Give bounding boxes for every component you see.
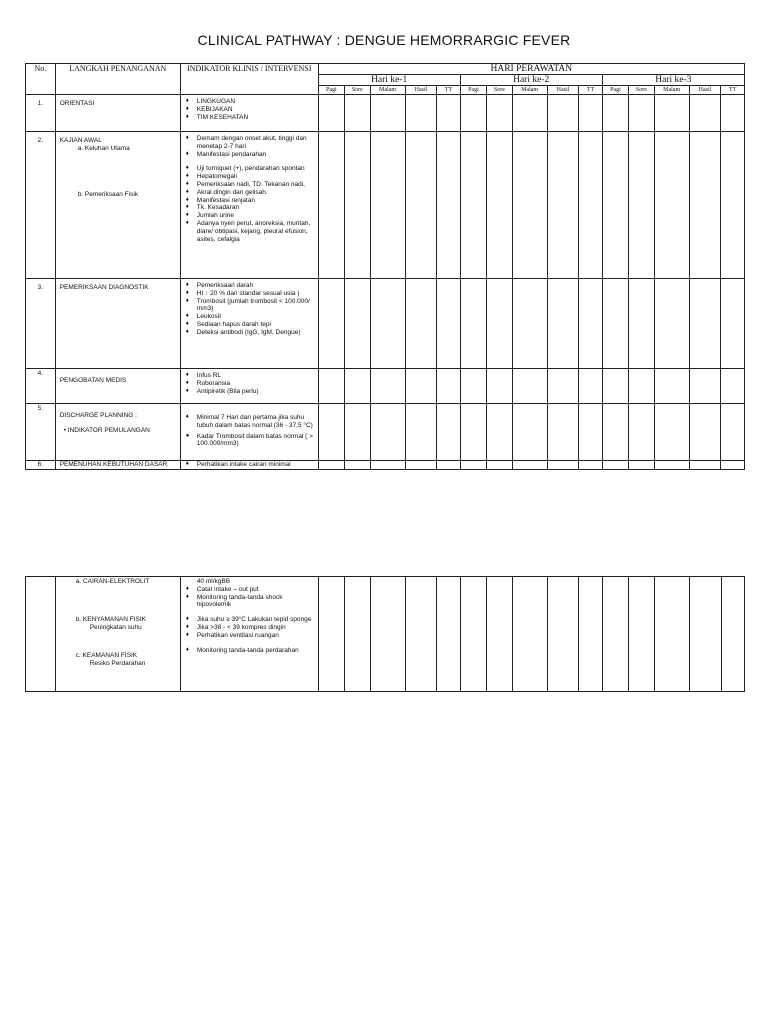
- checklist-cell[interactable]: [460, 404, 487, 461]
- list-item: ♦ Pemeriksaan nadi, TD. Tekanan nadi,: [185, 181, 318, 189]
- row-number: 3.: [26, 279, 56, 369]
- checklist-cell[interactable]: [689, 404, 721, 461]
- checklist-cell[interactable]: [460, 461, 487, 470]
- list-item: ♦ Perhatikan intake cairan minimal: [185, 461, 318, 469]
- checklist-cell[interactable]: [345, 461, 370, 470]
- list-item: ♦ Tk. Kesadaran: [185, 204, 318, 212]
- list-item: ♦ KEBIJAKAN: [185, 106, 318, 114]
- checklist-cell[interactable]: [654, 95, 689, 132]
- list-item: ♦ Hepatomegali: [185, 173, 318, 181]
- checklist-cell[interactable]: [602, 404, 629, 461]
- checklist-cell[interactable]: [487, 95, 512, 132]
- checklist-cell[interactable]: [547, 95, 579, 132]
- checklist-cell[interactable]: [370, 95, 405, 132]
- sub-item-c-detail: Resiko Perdarahan: [89, 660, 146, 668]
- checklist-cell[interactable]: [629, 577, 654, 692]
- indicator-list: [180, 461, 318, 470]
- checklist-cell[interactable]: [579, 369, 602, 404]
- checklist-cell[interactable]: [460, 95, 487, 132]
- sub-item-c: c. KEAMANAN FISIK: [75, 652, 138, 660]
- checklist-cell[interactable]: [345, 279, 370, 369]
- checklist-cell[interactable]: [437, 461, 460, 470]
- checklist-cell[interactable]: [602, 279, 629, 369]
- checklist-cell[interactable]: [721, 369, 745, 404]
- checklist-cell[interactable]: [721, 404, 745, 461]
- checklist-cell[interactable]: [512, 279, 547, 369]
- checklist-cell[interactable]: [547, 369, 579, 404]
- list-item: ♦ Pemeriksaan darah: [185, 282, 318, 290]
- list-item: ♦ Monitoring tanda-tanda perdarahan: [185, 647, 318, 655]
- list-item: ♦ Adanya nyeri perut, anoreksia, muntah, diare/ obtipasi, kejang, pleural efusion, asites, cefalgia: [185, 220, 318, 243]
- checklist-cell[interactable]: [345, 132, 370, 279]
- checklist-cell[interactable]: [487, 577, 512, 692]
- checklist-cell[interactable]: [460, 577, 487, 692]
- list-item: ♦ LINGKUGAN: [185, 98, 318, 106]
- checklist-cell[interactable]: [512, 577, 547, 692]
- list-item: ♦ Minimal 7 Hari dari pertama jika suhu tubuh dalam batas normal (36 - 37,5 °C): [185, 414, 318, 430]
- indicator-list: [180, 369, 318, 404]
- step-label: PEMENUHAN KEBUTUHAN DASAR: [55, 461, 180, 470]
- col-hasil: Hasil: [405, 86, 437, 95]
- checklist-cell[interactable]: [547, 404, 579, 461]
- sub-item-b: b. KENYAMANAN FISIK: [75, 615, 147, 623]
- checklist-cell[interactable]: [405, 461, 437, 470]
- continued-text: 40 ml/kgBB: [196, 578, 231, 585]
- checklist-cell[interactable]: [318, 369, 345, 404]
- list-item: ♦ Akral dingin dan gelisah.: [185, 189, 318, 197]
- checklist-cell[interactable]: [370, 577, 405, 692]
- table-row: [26, 577, 745, 692]
- checklist-cell[interactable]: [654, 369, 689, 404]
- sub-item-b-detail: Peningkatan suhu: [89, 623, 142, 631]
- list-item: ♦ Manifestasi renjatan: [185, 197, 318, 205]
- checklist-cell[interactable]: [512, 95, 547, 132]
- indicator-list: [180, 404, 318, 461]
- checklist-cell[interactable]: [512, 461, 547, 470]
- sub-item: • INDIKATOR PEMULANGAN: [63, 426, 150, 434]
- header-no: No.: [26, 64, 56, 95]
- checklist-cell[interactable]: [689, 279, 721, 369]
- checklist-cell[interactable]: [629, 461, 654, 470]
- indicator-list: [180, 577, 318, 692]
- checklist-cell[interactable]: [654, 132, 689, 279]
- checklist-cell[interactable]: [579, 577, 602, 692]
- checklist-cell[interactable]: [721, 577, 744, 692]
- table-row: [26, 461, 745, 470]
- checklist-cell[interactable]: [689, 132, 721, 279]
- checklist-cell[interactable]: [654, 279, 689, 369]
- header-hari-perawatan: HARI PERAWATAN: [318, 64, 744, 75]
- checklist-cell[interactable]: [629, 95, 654, 132]
- col-hasil: Hasil: [689, 86, 721, 95]
- row-number: 1.: [26, 95, 56, 132]
- checklist-cell[interactable]: [689, 95, 721, 132]
- checklist-cell[interactable]: [547, 279, 579, 369]
- checklist-cell[interactable]: [721, 132, 745, 279]
- step-title: DISCHARGE PLANNING :: [59, 412, 137, 419]
- checklist-cell[interactable]: [602, 461, 629, 470]
- col-pagi: Pagi: [602, 86, 629, 95]
- clinical-pathway-table: [25, 63, 745, 470]
- checklist-cell[interactable]: [689, 461, 721, 470]
- list-item: ♦ Deteksi antibodi (IgG, IgM, Dengue): [185, 329, 318, 337]
- col-tt: TT: [437, 86, 460, 95]
- list-item: ● Kadar Trombosit dalam batas normal ( > 100.000/mm3): [185, 433, 318, 449]
- indicator-list: [180, 279, 318, 369]
- table-row: [26, 95, 745, 132]
- checklist-cell[interactable]: [512, 404, 547, 461]
- checklist-cell[interactable]: [437, 404, 460, 461]
- list-item: ♦ Jumlah urine: [185, 212, 318, 220]
- indicator-list: [180, 132, 318, 279]
- checklist-cell[interactable]: [487, 404, 512, 461]
- checklist-cell[interactable]: [547, 132, 579, 279]
- checklist-cell[interactable]: [629, 404, 654, 461]
- checklist-cell[interactable]: [405, 132, 437, 279]
- checklist-cell[interactable]: [547, 461, 579, 470]
- header-day-1: Hari ke-1: [318, 75, 460, 86]
- list-item: ♦ Infus RL: [185, 372, 318, 380]
- list-item: ♦ Monitoring tanda-tanda shock hipovolemik: [185, 594, 318, 610]
- checklist-cell[interactable]: [487, 369, 512, 404]
- list-item: ♦ Jika suhu ≥ 39°C Lakukan tepid sponge: [185, 616, 318, 624]
- checklist-cell[interactable]: [345, 577, 370, 692]
- list-item: ♦ Roboransia: [185, 380, 318, 388]
- checklist-cell[interactable]: [487, 279, 512, 369]
- sub-item-b: b. Pemeriksaan Fisik: [77, 190, 139, 198]
- checklist-cell[interactable]: [437, 369, 460, 404]
- indicator-list: [180, 95, 318, 132]
- header-langkah: LANGKAH PENANGANAN: [55, 64, 180, 95]
- step-title: KAJIAN AWAL: [59, 137, 102, 144]
- checklist-cell[interactable]: [405, 369, 437, 404]
- list-item: ♦ Perhatikan ventilasi ruangan: [185, 632, 318, 640]
- checklist-cell[interactable]: [460, 132, 487, 279]
- checklist-cell[interactable]: [512, 132, 547, 279]
- col-tt: TT: [721, 86, 745, 95]
- checklist-cell[interactable]: [602, 577, 629, 692]
- checklist-cell[interactable]: [721, 95, 745, 132]
- header-day-3: Hari ke-3: [602, 75, 744, 86]
- checklist-cell[interactable]: [370, 461, 405, 470]
- step-label: [55, 577, 180, 692]
- checklist-cell[interactable]: [654, 404, 689, 461]
- table-row: [26, 132, 745, 279]
- checklist-cell[interactable]: [512, 369, 547, 404]
- checklist-cell[interactable]: [629, 279, 654, 369]
- checklist-cell[interactable]: [654, 577, 689, 692]
- checklist-cell[interactable]: [318, 577, 345, 692]
- list-item: ♦ Manifestasi pendarahan: [185, 151, 318, 159]
- col-pagi: Pagi: [318, 86, 345, 95]
- checklist-cell[interactable]: [318, 95, 345, 132]
- checklist-cell[interactable]: [437, 577, 460, 692]
- list-item: ♦ Uji torniquet (+), pendarahan spontan: [185, 165, 318, 173]
- table-row: [26, 369, 745, 404]
- checklist-cell[interactable]: [318, 279, 345, 369]
- checklist-cell[interactable]: [602, 132, 629, 279]
- step-label: [55, 132, 180, 279]
- checklist-cell[interactable]: [318, 132, 345, 279]
- checklist-cell[interactable]: [405, 95, 437, 132]
- checklist-cell[interactable]: [602, 369, 629, 404]
- checklist-cell[interactable]: [721, 461, 745, 470]
- col-sore: Sore: [345, 86, 370, 95]
- checklist-cell[interactable]: [405, 404, 437, 461]
- sub-item-a: a. CAIRAN-ELEKTROLIT: [75, 578, 150, 585]
- checklist-cell[interactable]: [345, 404, 370, 461]
- list-item: ♦ Leukosit: [185, 313, 318, 321]
- checklist-cell[interactable]: [689, 369, 721, 404]
- step-label: ORIENTASI: [55, 95, 180, 132]
- step-label: [55, 404, 180, 461]
- checklist-cell[interactable]: [318, 404, 345, 461]
- list-item: ♦ TIM KESEHATAN: [185, 114, 318, 122]
- step-label: PEMERIKSAAN DIAGNOSTIK: [55, 279, 180, 369]
- checklist-cell[interactable]: [689, 577, 721, 692]
- checklist-cell[interactable]: [437, 279, 460, 369]
- checklist-cell[interactable]: [460, 279, 487, 369]
- checklist-cell[interactable]: [345, 369, 370, 404]
- table-row: [26, 404, 745, 461]
- row-number: 5.: [26, 404, 56, 461]
- checklist-cell[interactable]: [579, 404, 602, 461]
- table-row: [26, 279, 745, 369]
- checklist-cell[interactable]: [629, 369, 654, 404]
- col-tt: TT: [579, 86, 602, 95]
- continuation-table: [25, 576, 745, 692]
- checklist-cell[interactable]: [370, 279, 405, 369]
- list-item: ♦ Antipiretik (Bila perlu): [185, 388, 318, 396]
- checklist-cell[interactable]: [370, 132, 405, 279]
- col-malam: Malam: [370, 86, 405, 95]
- checklist-cell[interactable]: [370, 404, 405, 461]
- checklist-cell[interactable]: [547, 577, 579, 692]
- checklist-cell[interactable]: [579, 95, 602, 132]
- checklist-cell[interactable]: [487, 132, 512, 279]
- checklist-cell[interactable]: [487, 461, 512, 470]
- col-hasil: Hasil: [547, 86, 579, 95]
- checklist-cell[interactable]: [654, 461, 689, 470]
- col-malam: Malam: [654, 86, 689, 95]
- checklist-cell[interactable]: [405, 577, 437, 692]
- row-number: 6.: [26, 461, 56, 470]
- checklist-cell[interactable]: [370, 369, 405, 404]
- row-number: 4.: [26, 369, 56, 404]
- checklist-cell[interactable]: [437, 95, 460, 132]
- col-sore: Sore: [487, 86, 512, 95]
- header-indikator: INDIKATOR KLINIS / INTERVENSI: [180, 64, 318, 95]
- checklist-cell[interactable]: [579, 132, 602, 279]
- list-item: ♦ Trombosit (jumlah trombosit < 100.000/ mm3): [185, 298, 318, 314]
- page-title: CLINICAL PATHWAY : DENGUE HEMORRARGIC FEVER: [197, 32, 571, 48]
- row-number: 2.: [26, 132, 56, 279]
- list-item: ♦ Jika >38 - < 39 kompres dingin: [185, 624, 318, 632]
- checklist-cell[interactable]: [629, 132, 654, 279]
- list-item: ♦ Demam dengan onset akut, tinggi dan menetap 2-7 hari: [185, 135, 318, 151]
- sub-item-a: a. Keluhan Utama: [77, 144, 130, 152]
- checklist-cell[interactable]: [405, 279, 437, 369]
- step-label: PENGOBATAN MEDIS: [55, 369, 180, 404]
- checklist-cell[interactable]: [602, 95, 629, 132]
- col-malam: Malam: [512, 86, 547, 95]
- checklist-cell[interactable]: [318, 461, 345, 470]
- checklist-cell[interactable]: [437, 132, 460, 279]
- col-pagi: Pagi: [460, 86, 487, 95]
- list-item: ♦ Sediaan hapus darah tepi: [185, 321, 318, 329]
- header-day-2: Hari ke-2: [460, 75, 602, 86]
- col-sore: Sore: [629, 86, 654, 95]
- checklist-cell[interactable]: [721, 279, 745, 369]
- checklist-cell[interactable]: [460, 369, 487, 404]
- list-item: ♦ Catat intake – out put: [185, 586, 318, 594]
- checklist-cell[interactable]: [579, 461, 602, 470]
- list-item: ♦ Ht ↑ 20 % dari standar sesual usia ): [185, 290, 318, 298]
- checklist-cell[interactable]: [345, 95, 370, 132]
- checklist-cell[interactable]: [579, 279, 602, 369]
